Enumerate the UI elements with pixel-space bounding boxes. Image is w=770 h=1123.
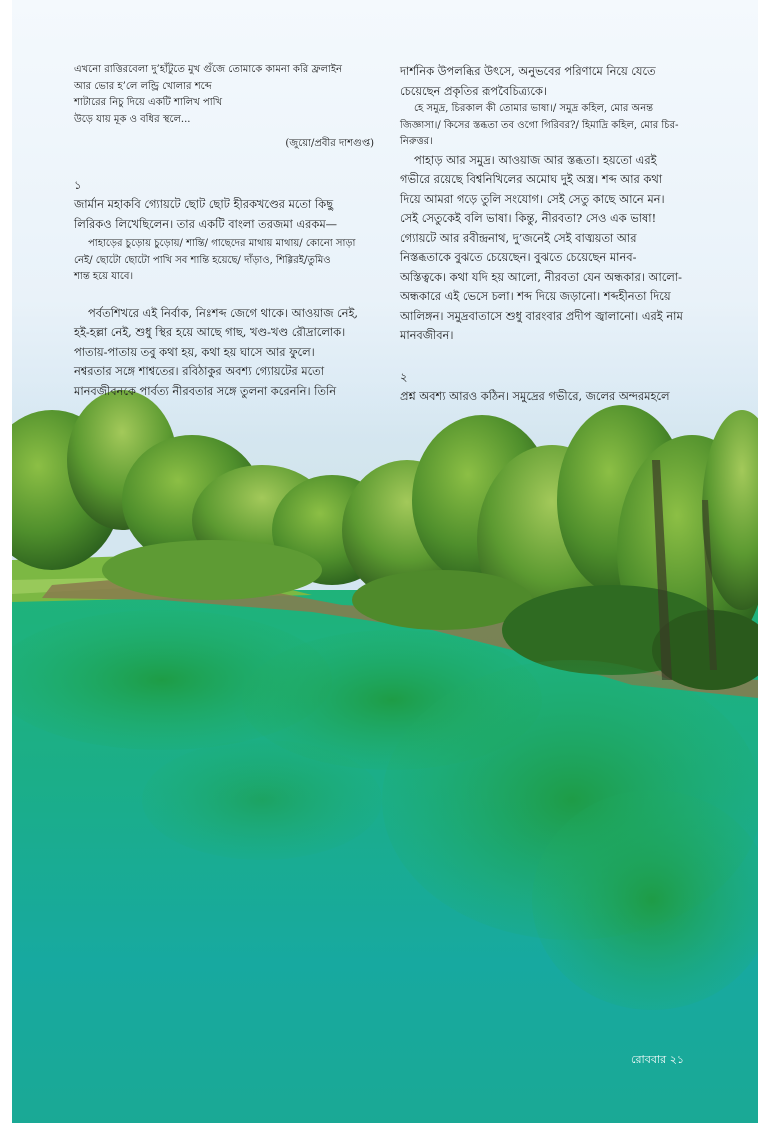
body-text-line: অস্তিত্বকে। কথা যদি হয় আলো, নীরবতা যেন অন্ধকার। আলো- bbox=[400, 269, 682, 284]
body-text-line: দার্শনিক উপলব্ধির উৎসে, অনুভবের পরিণামে নিয়ে যেতে bbox=[400, 64, 656, 78]
section-number-2: ২ bbox=[400, 369, 408, 384]
body-text-line: নিস্তব্ধতাকে বুঝতে চেয়েছেন। বুঝতে চেয়েছেন মানব- bbox=[400, 250, 637, 264]
quote-line: নিরুত্তর। bbox=[400, 136, 433, 147]
poem-line: এখনো রাত্তিরবেলা দু’হাঁটুতে মুখ গুঁজে তোমাকে কামনা করি ফ্রলাইন bbox=[74, 64, 342, 75]
magazine-page bbox=[12, 0, 758, 1123]
body-text-line: গ্যোয়টে আর রবীন্দ্রনাথ, দু’জনেই সেই বাঙ্ময়তা আর bbox=[400, 230, 637, 245]
left-column bbox=[74, 62, 374, 401]
lake-landscape-photo bbox=[12, 380, 758, 1123]
body-text-line: দিয়ে আমরা গড়ে তুলি সংযোগ। সেই সেতু কাছে আনে মন। bbox=[400, 191, 665, 206]
body-text-line: পর্বতশিখরে এই নির্বাক, নিঃশব্দ জেগে থাকে। আওয়াজ নেই, bbox=[88, 305, 359, 320]
body-text-line: পাতায়-পাতায় তবু কথা হয়, কথা হয় ঘাসে আর ফুলে। bbox=[74, 344, 315, 359]
poem-attribution: (জুয়ো/প্রবীর দাশগুপ্ত) bbox=[285, 138, 374, 149]
verse-line: পাহাড়ের চুড়োয় চুড়োয়/ শান্তি/ গাছেদের মাথায় মাথায়/ কোনো সাড়া bbox=[88, 238, 356, 249]
body-text-line: নশ্বরতার সঙ্গে শাশ্বতের। রবিঠাকুর অবশ্য গ্যোয়টের মতো bbox=[74, 364, 325, 378]
section-number-1: ১ bbox=[74, 177, 82, 192]
quote-line: হে সমুদ্র, চিরকাল কী তোমার ভাষা।/ সমুদ্র কহিল, মোর অনন্ত bbox=[414, 103, 654, 114]
body-text-line: পাহাড় আর সমুদ্র। আওয়াজ আর স্তব্ধতা। হয়তো এরই bbox=[414, 152, 657, 167]
verse-line: শান্ত হয়ে যাবে। bbox=[74, 271, 134, 282]
page-number: রোববার ২১ bbox=[631, 1053, 684, 1066]
body-text-line: হই-হল্লা নেই, শুধু স্থির হয়ে আছে গাছ, খণ্ড-খণ্ড রৌদ্রালোক। bbox=[74, 325, 346, 339]
body-text-line: চেয়েছেন প্রকৃতির রূপবৈচিত্র্যকে। bbox=[400, 83, 547, 98]
right-column bbox=[400, 62, 690, 407]
body-text-line: লিরিকও লিখেছিলেন। তার একটি বাংলা তরজমা এরকম— bbox=[74, 216, 338, 231]
body-text-line: জার্মান মহাকবি গ্যোয়টে ছোট ছোট হীরকখণ্ডের মতো কিছু bbox=[74, 197, 334, 211]
tagore-quote bbox=[400, 101, 690, 151]
opening-poem bbox=[74, 62, 374, 128]
translated-verse bbox=[74, 236, 374, 286]
body-text-line: মানবজীবন। bbox=[400, 328, 454, 342]
body-text-line: সেই সেতুকেই বলি ভাষা। কিন্তু, নীরবতা? সেও এক ভাষা! bbox=[400, 211, 657, 225]
quote-line: জিজ্ঞাসা।/ কিসের স্তব্ধতা তব ওগো গিরিবর?/ হিমাদ্রি কহিল, মোর চির- bbox=[400, 119, 679, 131]
body-text-line: প্রশ্ন অবশ্য আরও কঠিন। সমুদ্রের গভীরে, জলের অন্দরমহলে bbox=[400, 389, 670, 403]
poem-line: আর ভোর হ’লে লন্ড্রি খোলার শব্দে bbox=[74, 80, 212, 92]
verse-line: নেই/ ছোটো ছোটো পাখি সব শান্তি হয়েছে/ দাঁড়াও, শিগ্গিরই/তুমিও bbox=[74, 254, 331, 266]
poem-line: উড়ে যায় মূক ও বধির স্থলে... bbox=[74, 113, 191, 125]
lake-landscape-illustration bbox=[12, 380, 758, 1123]
body-text-line: গভীরে রয়েছে বিশ্বনিখিলের অমোঘ দুই অস্ত্র। শব্দ আর কথা bbox=[400, 172, 663, 186]
poem-line: শাটারের নিচু দিয়ে একটি শালিখ পাখি bbox=[74, 97, 223, 108]
body-text-line: অন্ধকারে এই ভেসে চলা। শব্দ দিয়ে জড়ানো। শব্দহীনতা দিয়ে bbox=[400, 289, 671, 303]
body-text-line: আলিঙ্গন। সমুদ্রবাতাসে শুধু বারংবার প্রদীপ জ্বালানো। এরই নাম bbox=[400, 308, 683, 323]
body-text-line: মানবজীবনকে পার্বত্য নীরবতার সঙ্গে তুলনা করেননি। তিনি bbox=[74, 383, 337, 398]
